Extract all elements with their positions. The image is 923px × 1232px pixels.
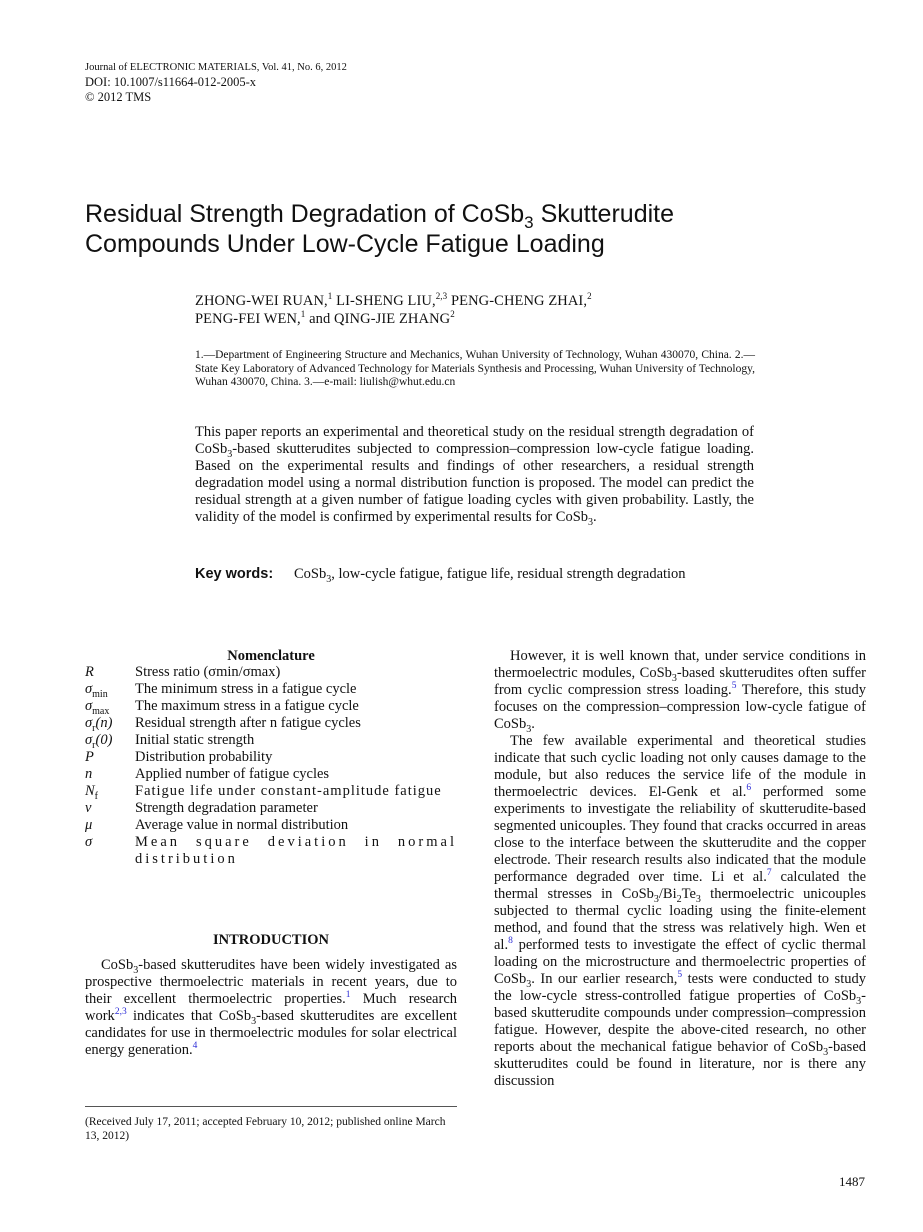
citation-link[interactable]: 6 [746,783,752,794]
nomenclature-symbol: $\sigma_{min}$ [85,681,108,700]
nomenclature-row [85,681,457,698]
nomenclature-symbol: $\sigma_{max}$ [85,698,110,717]
nomenclature-row [85,698,457,715]
affiliations: 1.—Department of Engineering Structure and Mechanics, Wuhan University of Technology, Wuhan 430070, China. 2.—State Key Laboratory of Advanced Technology for Materials Synthesis and Processing, Wuhan University of Technology, Wuhan 430070, China. 3.—e-mail: liulish@whut.edu.cn [195,349,755,388]
nomenclature-row [85,783,457,800]
journal-citation: Journal of ELECTRONIC MATERIALS, Vol. 41, No. 6, 2012 [85,62,347,73]
nomenclature-definition: Stress ratio (σmin/σmax) [135,664,281,680]
nomenclature-definition: Applied number of fatigue cycles [135,766,330,782]
nomenclature-row [85,834,457,868]
nomenclature-row [85,715,457,732]
received-dates-footnote: (Received July 17, 2011; accepted February 10, 2012; published online March 13, 2012) [85,1116,446,1142]
nomenclature-title: Nomenclature [227,648,315,664]
nomenclature-symbol: v [85,800,92,816]
nomenclature-definition: The minimum stress in a fatigue cycle [135,681,357,697]
nomenclature-symbol: n [85,766,93,782]
nomenclature-symbol: $N_f$ [85,783,99,802]
nomenclature-row [85,749,457,766]
author-list: ZHONG-WEI RUAN,$^1$ LI-SHENG LIU,$^{2,3}$ PENG-CHENG ZHAI,$^2$ PENG-FEI WEN,$^1$ and QING-JIE ZHANG$^2$ [195,291,592,327]
paragraph: However, it is well known that, under service conditions in thermoelectric modules, CoSb$_3$-based skutterudites often suffer from cyclic compression stress loading.$^5$ Therefore, this study focuses on the compression–compression low-cycle fatigue of CoSb$_3$. [494,648,867,735]
keywords-label: Key words: [195,566,274,582]
author-name: PENG-CHENG ZHAI, [447,293,588,309]
nomenclature-definition: Strength degradation parameter [135,800,318,816]
nomenclature-symbol: σ [85,834,93,850]
citation-link[interactable]: 8 [508,936,513,947]
author-name: PENG-FEI WEN, [195,311,301,327]
page-number: 1487 [839,1174,865,1189]
doi-line[interactable]: DOI: 10.1007/s11664-012-2005-x [85,75,257,89]
nomenclature-definition: Initial static strength [135,732,255,748]
nomenclature-row [85,800,457,817]
paper-title: Residual Strength Degradation of CoSb$_3$ Skutterudite Compounds Under Low-Cycle Fatigue Loading [85,200,674,258]
nomenclature-symbol: P [85,749,94,765]
introduction-paragraph: CoSb$_3$-based skutterudites have been widely investigated as prospective thermoelectric materials in recent years, due to their excellent thermoelectric properties.$^1$ Much research work$^{2,3}$ indicates that CoSb$_3$-based skutterudites are excellent candidates for use in thermoelectric modules for solar electrical energy generation.$^4$ [85,957,458,1058]
keywords-text: CoSb$_3$, low-cycle fatigue, fatigue life, residual strength degradation [294,566,686,585]
abstract: This paper reports an experimental and theoretical study on the residual strength degradation of CoSb$_3$-based skutterudites subjected to compression–compression low-cycle fatigue loading. Based on the experimental results and findings of other researchers, a residual strength degradation model using a normal distribution function is proposed. The model can predict the residual strength at a given number of fatigue loading cycles with given probability. Lastly, the validity of the model is confirmed by experimental results for CoSb$_3$. [195,424,754,528]
nomenclature-symbol: μ [85,817,93,833]
nomenclature-row [85,817,457,834]
citation-link[interactable]: 4 [192,1041,198,1052]
paragraph: The few available experimental and theoretical studies indicate that such cyclic loading not only causes damage to the module, but also reduces the service life of the module in thermoelectric devices. El-Genk et al.$^6$ performed some experiments to investigate the reliability of skutterudite-based segmented unicouples. They found that cracks occurred in areas close to the interface between the skutterudite and the copper electrode. Their research results also indicated that the module performance degraded over time. Li et al.$^7$ calculated the thermal stresses in $CoSb_3/Bi_2Te_3$ thermoelectric unicouples subjected to thermal cyclic loading using the finite-element method, and found that the stress was relatively high. Wen et al.$^8$ performed tests to investigate the effect of cyclic thermal loading on the microstructure and thermoelectric properties of CoSb$_3$. In our earlier research,$^5$ tests were conducted to study the low-cycle stress-controlled fatigue properties of CoSb$_3$-based skutterudite compounds under compression–compression fatigue. However, despite the above-cited research, no other reports about the mechanical fatigue behavior of CoSb$_3$-based skutterudites could be found in literature, nor is there any discussion [494,733,866,1089]
author-name: and QING-JIE ZHANG [305,311,451,327]
nomenclature-symbol: R [85,664,94,680]
section-heading-introduction: INTRODUCTION [212,932,329,948]
nomenclature-definition: The maximum stress in a fatigue cycle [135,698,359,714]
nomenclature-definition: Mean square deviation in normal distribution [135,834,457,867]
nomenclature-symbol: $\sigma_r(n)$ [85,715,113,734]
nomenclature-row [85,664,457,681]
nomenclature-list [85,664,457,868]
right-column-text [494,648,866,1090]
footnote-divider [85,1106,457,1107]
nomenclature-definition: Distribution probability [135,749,273,765]
nomenclature-definition: Average value in normal distribution [135,817,349,833]
citation-link[interactable]: 2,3 [114,1007,127,1018]
citation-link[interactable]: 5 [731,681,737,692]
citation-link[interactable]: 7 [766,868,772,879]
nomenclature-row [85,766,457,783]
citation-link[interactable]: 1 [345,990,351,1001]
nomenclature-row [85,732,457,749]
copyright-line: © 2012 TMS [85,90,152,104]
author-name: ZHONG-WEI RUAN, [195,293,328,309]
nomenclature-symbol: $\sigma_r(0)$ [85,732,113,751]
author-name: LI-SHENG LIU, [332,293,436,309]
nomenclature-definition: Fatigue life under constant-amplitude fatigue [135,783,442,799]
citation-link[interactable]: 5 [677,970,683,981]
nomenclature-definition: Residual strength after n fatigue cycles [135,715,361,731]
